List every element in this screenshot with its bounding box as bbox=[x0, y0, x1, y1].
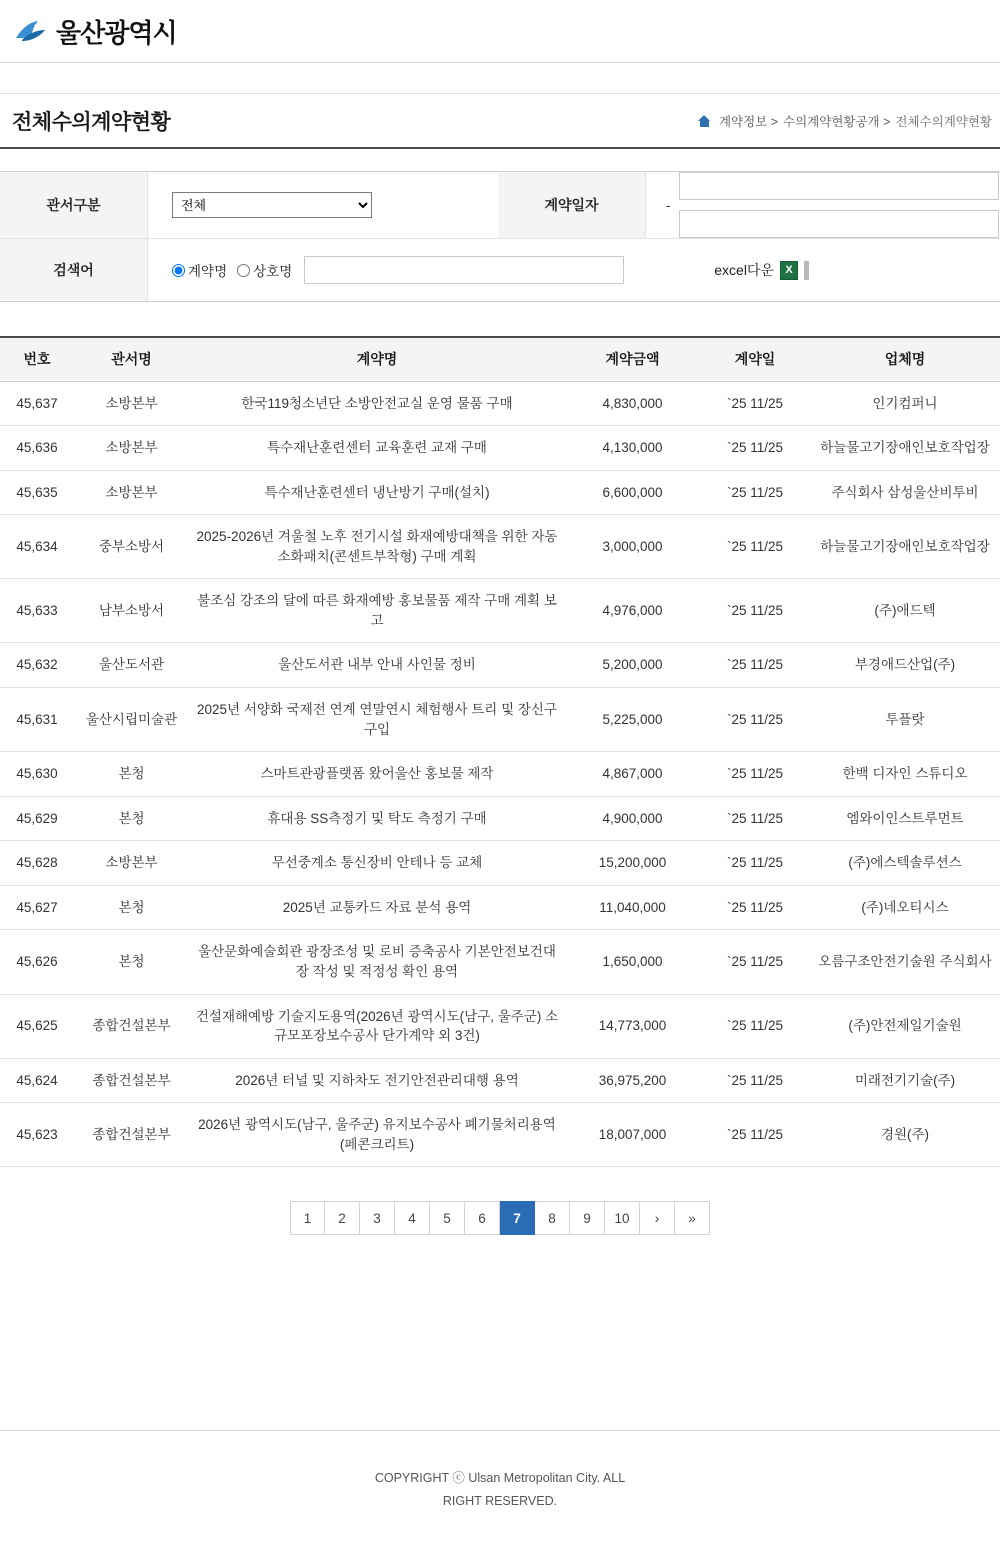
excel-icon-bar bbox=[804, 261, 809, 280]
cell-date: `25 11/25 bbox=[700, 426, 810, 471]
date-separator: - bbox=[666, 197, 671, 213]
cell-amount: 1,650,000 bbox=[565, 930, 700, 994]
cell-date: `25 11/25 bbox=[700, 381, 810, 426]
site-footer bbox=[0, 1430, 1000, 1548]
cell-amount: 18,007,000 bbox=[565, 1103, 700, 1167]
table-row[interactable] bbox=[0, 994, 1000, 1058]
dept-field bbox=[148, 172, 498, 238]
cell-dept: 울산도서관 bbox=[74, 643, 189, 688]
search-type-radios bbox=[172, 260, 298, 280]
table-row[interactable] bbox=[0, 381, 1000, 426]
page-button-9[interactable]: 9 bbox=[570, 1201, 605, 1235]
cell-company: (주)네오티시스 bbox=[810, 885, 1000, 930]
dept-label: 관서구분 bbox=[0, 172, 148, 238]
cell-no: 45,630 bbox=[0, 752, 74, 797]
cell-date: `25 11/25 bbox=[700, 796, 810, 841]
cell-date: `25 11/25 bbox=[700, 470, 810, 515]
cell-no: 45,635 bbox=[0, 470, 74, 515]
cell-contract-name: 한국119청소년단 소방안전교실 운영 물품 구매 bbox=[189, 381, 565, 426]
excel-download-button[interactable] bbox=[714, 260, 809, 280]
table-row[interactable] bbox=[0, 841, 1000, 886]
cell-contract-name: 2026년 광역시도(남구, 울주군) 유지보수공사 폐기물처리용역(페콘크리트) bbox=[189, 1103, 565, 1167]
breadcrumb bbox=[698, 112, 994, 130]
cell-amount: 6,600,000 bbox=[565, 470, 700, 515]
radio-contract-name[interactable] bbox=[172, 260, 227, 280]
table-row[interactable] bbox=[0, 579, 1000, 643]
cell-dept: 종합건설본부 bbox=[74, 1058, 189, 1103]
cell-company: 부경애드산업(주) bbox=[810, 643, 1000, 688]
home-icon[interactable] bbox=[698, 115, 711, 127]
cell-company: 경원(주) bbox=[810, 1103, 1000, 1167]
cell-contract-name: 2025-2026년 겨울철 노후 전기시설 화재예방대책을 위한 자동소화패치(콘센트부착형) 구매 계획 bbox=[189, 515, 565, 579]
table-row[interactable] bbox=[0, 930, 1000, 994]
breadcrumb-item-1[interactable]: 계약정보 > bbox=[718, 114, 779, 129]
cell-no: 45,637 bbox=[0, 381, 74, 426]
page-next-button[interactable]: › bbox=[640, 1201, 675, 1235]
cell-no: 45,634 bbox=[0, 515, 74, 579]
cell-dept: 소방본부 bbox=[74, 426, 189, 471]
date-from-input[interactable] bbox=[679, 172, 999, 200]
radio-company-name[interactable] bbox=[237, 260, 292, 280]
pagination bbox=[0, 1201, 1000, 1235]
breadcrumb-item-2[interactable]: 수의계약현황공개 > bbox=[783, 114, 891, 129]
table-row[interactable] bbox=[0, 885, 1000, 930]
cell-dept: 본청 bbox=[74, 930, 189, 994]
radio-contract-label: 계약명 bbox=[188, 264, 228, 279]
cell-amount: 4,867,000 bbox=[565, 752, 700, 797]
page-button-3[interactable]: 3 bbox=[360, 1201, 395, 1235]
date-to-input[interactable] bbox=[679, 210, 999, 238]
th-amount: 계약금액 bbox=[565, 337, 700, 381]
breadcrumb-item-3: 전체수의계약현황 bbox=[895, 114, 992, 129]
table-row[interactable] bbox=[0, 688, 1000, 752]
radio-company-label: 상호명 bbox=[253, 264, 293, 279]
cell-contract-name: 불조심 강조의 달에 따른 화재예방 홍보물품 제작 구매 계획 보고 bbox=[189, 579, 565, 643]
cell-no: 45,636 bbox=[0, 426, 74, 471]
cell-contract-name: 울산문화예술회관 광장조성 및 로비 증축공사 기본안전보건대장 작성 및 적정성 확인 용역 bbox=[189, 930, 565, 994]
page-button-6[interactable]: 6 bbox=[465, 1201, 500, 1235]
cell-no: 45,626 bbox=[0, 930, 74, 994]
table-row[interactable] bbox=[0, 643, 1000, 688]
table-row[interactable] bbox=[0, 515, 1000, 579]
cell-amount: 3,000,000 bbox=[565, 515, 700, 579]
table-head bbox=[0, 337, 1000, 381]
cell-company: 엠와이인스트루먼트 bbox=[810, 796, 1000, 841]
date-label: 계약일자 bbox=[498, 172, 646, 238]
cell-date: `25 11/25 bbox=[700, 752, 810, 797]
cell-dept: 종합건설본부 bbox=[74, 994, 189, 1058]
search-row-top bbox=[0, 172, 1000, 239]
cell-dept: 본청 bbox=[74, 752, 189, 797]
th-no: 번호 bbox=[0, 337, 74, 381]
cell-dept: 본청 bbox=[74, 796, 189, 841]
table-row[interactable] bbox=[0, 470, 1000, 515]
radio-contract-input[interactable] bbox=[172, 264, 185, 277]
date-field bbox=[646, 172, 1000, 238]
page-title-bar bbox=[0, 93, 1000, 149]
table-row[interactable] bbox=[0, 752, 1000, 797]
page-button-7[interactable]: 7 bbox=[500, 1201, 535, 1235]
cell-company: 오름구조안전기술원 주식회사 bbox=[810, 930, 1000, 994]
th-company: 업체명 bbox=[810, 337, 1000, 381]
cell-company: 하늘물고기장애인보호작업장 bbox=[810, 426, 1000, 471]
cell-contract-name: 2026년 터널 및 지하차도 전기안전관리대행 용역 bbox=[189, 1058, 565, 1103]
cell-dept: 본청 bbox=[74, 885, 189, 930]
cell-no: 45,627 bbox=[0, 885, 74, 930]
cell-contract-name: 특수재난훈련센터 교육훈련 교재 구매 bbox=[189, 426, 565, 471]
cell-no: 45,623 bbox=[0, 1103, 74, 1167]
dept-select[interactable] bbox=[172, 192, 372, 218]
cell-company: 인기컴퍼니 bbox=[810, 381, 1000, 426]
cell-date: `25 11/25 bbox=[700, 579, 810, 643]
cell-no: 45,624 bbox=[0, 1058, 74, 1103]
site-logo[interactable] bbox=[14, 13, 177, 50]
table-row[interactable] bbox=[0, 1058, 1000, 1103]
cell-dept: 소방본부 bbox=[74, 841, 189, 886]
keyword-label: 검색어 bbox=[0, 239, 148, 301]
cell-contract-name: 울산도서관 내부 안내 사인물 정비 bbox=[189, 643, 565, 688]
table-row[interactable] bbox=[0, 1103, 1000, 1167]
search-row-keyword bbox=[0, 239, 1000, 301]
cell-amount: 4,830,000 bbox=[565, 381, 700, 426]
cell-company: (주)에스텍솔루션스 bbox=[810, 841, 1000, 886]
date-inputs bbox=[679, 172, 999, 238]
cell-contract-name: 건설재해예방 기술지도용역(2026년 광역시도(남구, 울주군) 소규모포장보수공사 단가계약 외 3건) bbox=[189, 994, 565, 1058]
cell-date: `25 11/25 bbox=[700, 688, 810, 752]
cell-date: `25 11/25 bbox=[700, 841, 810, 886]
page-button-10[interactable]: 10 bbox=[605, 1201, 640, 1235]
search-input[interactable] bbox=[304, 256, 624, 284]
cell-amount: 4,976,000 bbox=[565, 579, 700, 643]
cell-amount: 14,773,000 bbox=[565, 994, 700, 1058]
logo-text: 울산광역시 bbox=[56, 17, 177, 48]
cell-contract-name: 특수재난훈련센터 냉난방기 구매(설치) bbox=[189, 470, 565, 515]
cell-date: `25 11/25 bbox=[700, 515, 810, 579]
contract-table-wrap bbox=[0, 336, 1000, 1167]
cell-company: 미래전기기술(주) bbox=[810, 1058, 1000, 1103]
page-button-8[interactable]: 8 bbox=[535, 1201, 570, 1235]
search-panel bbox=[0, 171, 1000, 302]
cell-contract-name: 무선중계소 통신장비 안테나 등 교체 bbox=[189, 841, 565, 886]
page-title: 전체수의계약현황 bbox=[12, 110, 171, 134]
page-button-5[interactable]: 5 bbox=[430, 1201, 465, 1235]
cell-amount: 5,200,000 bbox=[565, 643, 700, 688]
footer-line-2: RESERVED. bbox=[485, 1493, 558, 1508]
excel-download-label: excel다운 bbox=[714, 262, 774, 278]
cell-contract-name: 휴대용 SS측정기 및 탁도 측정기 구매 bbox=[189, 796, 565, 841]
cell-dept: 남부소방서 bbox=[74, 579, 189, 643]
site-header bbox=[0, 0, 1000, 62]
cell-amount: 11,040,000 bbox=[565, 885, 700, 930]
contract-table bbox=[0, 336, 1000, 1167]
cell-company: (주)안전제일기술원 bbox=[810, 994, 1000, 1058]
page-button-2[interactable]: 2 bbox=[325, 1201, 360, 1235]
cell-date: `25 11/25 bbox=[700, 885, 810, 930]
footer-line-1: COPYRIGHT ⓒ Ulsan Metropolitan City. ALL RIGHT bbox=[374, 1471, 626, 1508]
th-name: 계약명 bbox=[189, 337, 565, 381]
cell-no: 45,625 bbox=[0, 994, 74, 1058]
keyword-field bbox=[148, 239, 1000, 301]
th-dept: 관서명 bbox=[74, 337, 189, 381]
radio-company-input[interactable] bbox=[237, 264, 250, 277]
page-last-button[interactable]: » bbox=[675, 1201, 710, 1235]
cell-date: `25 11/25 bbox=[700, 994, 810, 1058]
table-row[interactable] bbox=[0, 426, 1000, 471]
table-row[interactable] bbox=[0, 796, 1000, 841]
cell-contract-name: 2025년 서양화 국제전 연계 연말연시 체험행사 트리 및 장신구 구입 bbox=[189, 688, 565, 752]
table-header-row bbox=[0, 337, 1000, 381]
cell-date: `25 11/25 bbox=[700, 1103, 810, 1167]
cell-no: 45,628 bbox=[0, 841, 74, 886]
cell-dept: 소방본부 bbox=[74, 470, 189, 515]
cell-company: 주식회사 삼성울산비투비 bbox=[810, 470, 1000, 515]
cell-dept: 소방본부 bbox=[74, 381, 189, 426]
cell-company: 하늘물고기장애인보호작업장 bbox=[810, 515, 1000, 579]
cell-contract-name: 스마트관광플랫폼 왔어울산 홍보물 제작 bbox=[189, 752, 565, 797]
page-button-4[interactable]: 4 bbox=[395, 1201, 430, 1235]
cell-amount: 4,900,000 bbox=[565, 796, 700, 841]
cell-date: `25 11/25 bbox=[700, 643, 810, 688]
cell-no: 45,631 bbox=[0, 688, 74, 752]
excel-icon: X bbox=[780, 261, 798, 280]
cell-dept: 종합건설본부 bbox=[74, 1103, 189, 1167]
cell-date: `25 11/25 bbox=[700, 1058, 810, 1103]
footer-copyright bbox=[365, 1467, 635, 1512]
th-date: 계약일 bbox=[700, 337, 810, 381]
cell-no: 45,632 bbox=[0, 643, 74, 688]
cell-company: 투플랏 bbox=[810, 688, 1000, 752]
cell-company: 한백 디자인 스튜디오 bbox=[810, 752, 1000, 797]
cell-dept: 울산시립미술관 bbox=[74, 688, 189, 752]
cell-no: 45,633 bbox=[0, 579, 74, 643]
cell-company: (주)애드텍 bbox=[810, 579, 1000, 643]
cell-amount: 5,225,000 bbox=[565, 688, 700, 752]
page-button-1[interactable]: 1 bbox=[290, 1201, 325, 1235]
header-spacer bbox=[0, 63, 1000, 93]
cell-amount: 4,130,000 bbox=[565, 426, 700, 471]
cell-contract-name: 2025년 교통카드 자료 분석 용역 bbox=[189, 885, 565, 930]
cell-amount: 15,200,000 bbox=[565, 841, 700, 886]
cell-date: `25 11/25 bbox=[700, 930, 810, 994]
cell-no: 45,629 bbox=[0, 796, 74, 841]
cell-dept: 중부소방서 bbox=[74, 515, 189, 579]
table-body bbox=[0, 381, 1000, 1167]
cell-amount: 36,975,200 bbox=[565, 1058, 700, 1103]
ulsan-whale-logo-icon bbox=[14, 16, 48, 46]
